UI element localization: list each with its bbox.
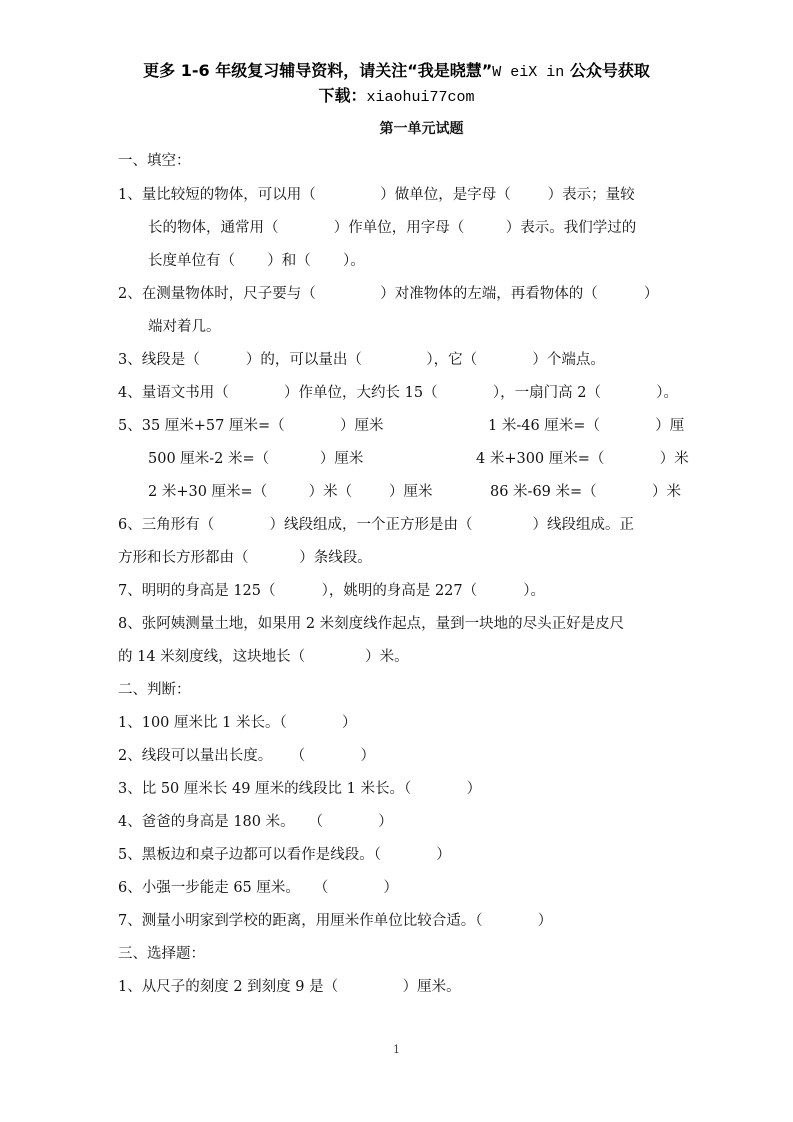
- judge-item-7: 7、测量小明家到学校的距离，用厘米作单位比较合适。（ ）: [118, 913, 553, 929]
- page-number: 1: [393, 1043, 400, 1056]
- judge-item-2: 2、线段可以量出长度。 （ ）: [118, 748, 375, 764]
- question-5-row-3-right: 86 米-69 米=（ ）米: [490, 484, 681, 500]
- question-1-line-2: 长的物体，通常用（ ）作单位，用字母（ ）表示。我们学过的: [148, 220, 637, 236]
- section-heading-multiple-choice: 三、选择题：: [118, 946, 205, 962]
- question-3: 3、线段是（ ）的，可以量出（ ），它（ ）个端点。: [118, 352, 605, 368]
- question-5-row-1-left: 5、35 厘米+57 厘米=（ ）厘米: [118, 418, 384, 434]
- judge-item-3: 3、比 50 厘米长 49 厘米的线段比 1 米长。（ ）: [118, 781, 482, 797]
- promo-header-line-2: [0, 83, 793, 106]
- question-5-row-1-right: 1 米-46 厘米=（ ）厘: [488, 418, 685, 434]
- question-6-line-1: 6、三角形有（ ）线段组成，一个正方形是由（ ）线段组成。正: [118, 517, 634, 533]
- question-5-row-3-left: 2 米+30 厘米=（ ）米（ ）厘米: [148, 484, 433, 500]
- download-label: 下载：: [318, 86, 367, 105]
- promo-wechat-text: W eiX in: [492, 64, 565, 81]
- question-1-line-3: 长度单位有（ ）和（ ）。: [148, 253, 365, 269]
- question-2-line-1: 2、在测量物体时，尺子要与（ ）对准物体的左端，再看物体的（ ）: [118, 286, 659, 302]
- question-6-line-2: 方形和长方形都由（ ）条线段。: [118, 550, 372, 566]
- question-7: 7、明明的身高是 125（ ），姚明的身高是 227（ ）。: [118, 583, 545, 599]
- judge-item-6: 6、小强一步能走 65 厘米。 （ ）: [118, 880, 399, 896]
- promo-text-end: 公众号获取: [564, 61, 650, 80]
- section-heading-true-false: 二、判断：: [118, 682, 191, 698]
- page-title: 第一单元试题: [379, 121, 464, 137]
- judge-item-4: 4、爸爸的身高是 180 米。 （ ）: [118, 814, 393, 830]
- judge-item-1: 1、100 厘米比 1 米长。（ ）: [118, 715, 357, 731]
- question-4: 4、量语文书用（ ）作单位，大约长 15（ ），一扇门高 2（ ）。: [118, 385, 679, 401]
- question-8-line-1: 8、张阿姨测量土地，如果用 2 米刻度线作起点，量到一块地的尽头正好是皮尺: [118, 616, 625, 632]
- question-8-line-2: 的 14 米刻度线，这块地长（ ）米。: [118, 649, 409, 665]
- question-5-row-2-left: 500 厘米-2 米=（ ）厘米: [148, 451, 364, 467]
- promo-text: 更多 1-6 年级复习辅导资料，请关注“我是晓慧”: [143, 61, 493, 80]
- choice-item-1: 1、从尺子的刻度 2 到刻度 9 是（ ）厘米。: [118, 979, 461, 995]
- download-url: xiaohui77com: [366, 89, 475, 106]
- promo-header-line-1: [0, 58, 793, 81]
- section-heading-fill-blank: 一、填空：: [118, 153, 191, 169]
- question-2-line-2: 端对着几。: [148, 319, 221, 335]
- judge-item-5: 5、黑板边和桌子边都可以看作是线段。（ ）: [118, 847, 451, 863]
- question-5-row-2-right: 4 米+300 厘米=（ ）米: [476, 451, 689, 467]
- question-1-line-1: 1、量比较短的物体，可以用（ ）做单位，是字母（ ）表示；量较: [118, 187, 635, 203]
